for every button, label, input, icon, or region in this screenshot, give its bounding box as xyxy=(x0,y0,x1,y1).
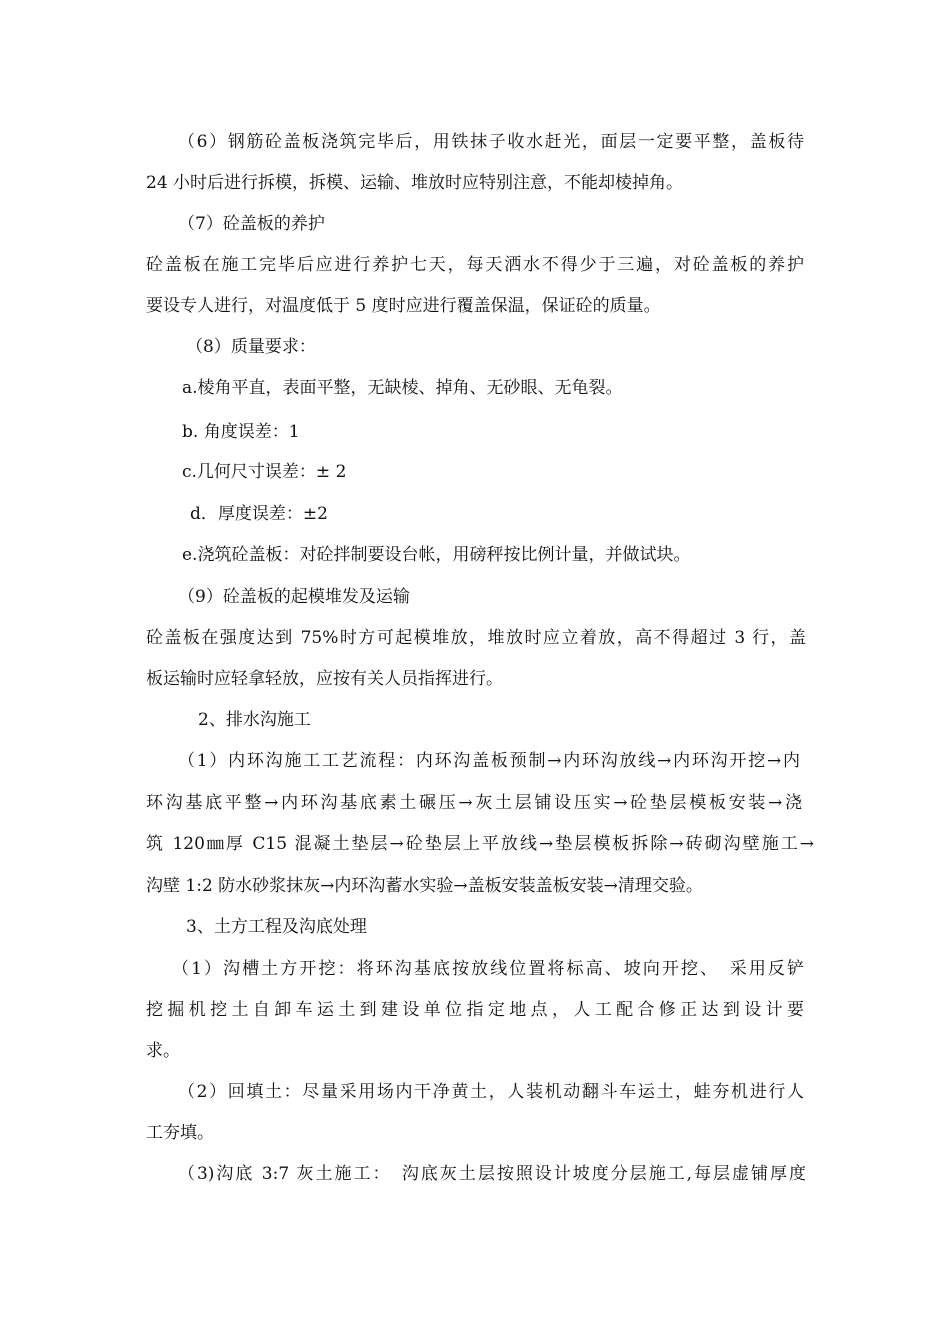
flow-line-2: 环沟基底平整→内环沟基底素土碾压→灰土层铺设压实→砼垫层模板安装→浇 xyxy=(146,793,802,813)
para-7-line-1: 砼盖板在施工完毕后应进行养护七天，每天洒水不得少于三遍，对砼盖板的养护 xyxy=(146,255,804,275)
item-e: e.浇筑砼盖板：对砼拌制要设台帐，用磅秤按比例计量，并做试块。 xyxy=(182,545,691,565)
item-a: a.棱角平直，表面平整，无缺棱、掉角、无砂眼、无龟裂。 xyxy=(182,378,623,398)
section-2-heading: 2、排水沟施工 xyxy=(198,710,311,730)
section-3-heading: 3、土方工程及沟底处理 xyxy=(186,917,367,937)
para-6-line-2: 24 小时后进行拆模，拆模、运输、堆放时应特别注意，不能却棱掉角。 xyxy=(146,173,684,193)
para-9-line-2: 板运输时应轻拿轻放，应按有关人员指挥进行。 xyxy=(146,669,503,689)
lime-soil-line-1: （3)沟底 3:7 灰土施工： 沟底灰土层按照设计坡度分层施工,每层虚铺厚度 xyxy=(178,1164,806,1184)
item-b: b. 角度误差：1 xyxy=(182,422,300,442)
heading-9: （9）砼盖板的起模堆发及运输 xyxy=(178,587,410,607)
para-9-line-1: 砼盖板在强度达到 75%时方可起模堆放，堆放时应立着放，高不得超过 3 行，盖 xyxy=(146,628,806,648)
backfill-line-1: （2）回填土：尽量采用场内干净黄土，人装机动翻斗车运土，蛙夯机进行人 xyxy=(178,1082,804,1102)
flow-line-3: 筑 120㎜厚 C15 混凝土垫层→砼垫层上平放线→垫层模板拆除→砖砌沟壁施工→ xyxy=(146,834,814,854)
heading-7: （7）砼盖板的养护 xyxy=(178,214,325,234)
flow-line-1: （1）内环沟施工工艺流程：内环沟盖板预制→内环沟放线→内环沟开挖→内 xyxy=(178,751,800,771)
item-d: d．厚度误差：±2 xyxy=(190,504,328,524)
para-6-line-1: （6）钢筋砼盖板浇筑完毕后，用铁抹子收水赶光，面层一定要平整，盖板待 xyxy=(178,132,804,152)
backfill-line-2: 工夯填。 xyxy=(146,1123,214,1143)
flow-line-4: 沟壁 1:2 防水砂浆抹灰→内环沟蓄水实验→盖板安装盖板安装→清理交验。 xyxy=(146,876,703,896)
excavation-line-3: 求。 xyxy=(146,1041,180,1061)
item-c: c.几何尺寸误差：± 2 xyxy=(182,462,347,482)
excavation-line-1: （1）沟槽土方开挖：将环沟基底按放线位置将标高、坡向开挖、 采用反铲 xyxy=(172,959,804,979)
excavation-line-2: 挖掘机挖土自卸车运土到建设单位指定地点，人工配合修正达到设计要 xyxy=(146,1000,804,1020)
para-7-line-2: 要设专人进行，对温度低于 5 度时应进行覆盖保温，保证砼的质量。 xyxy=(146,296,661,316)
heading-8: （8）质量要求： xyxy=(186,337,316,357)
